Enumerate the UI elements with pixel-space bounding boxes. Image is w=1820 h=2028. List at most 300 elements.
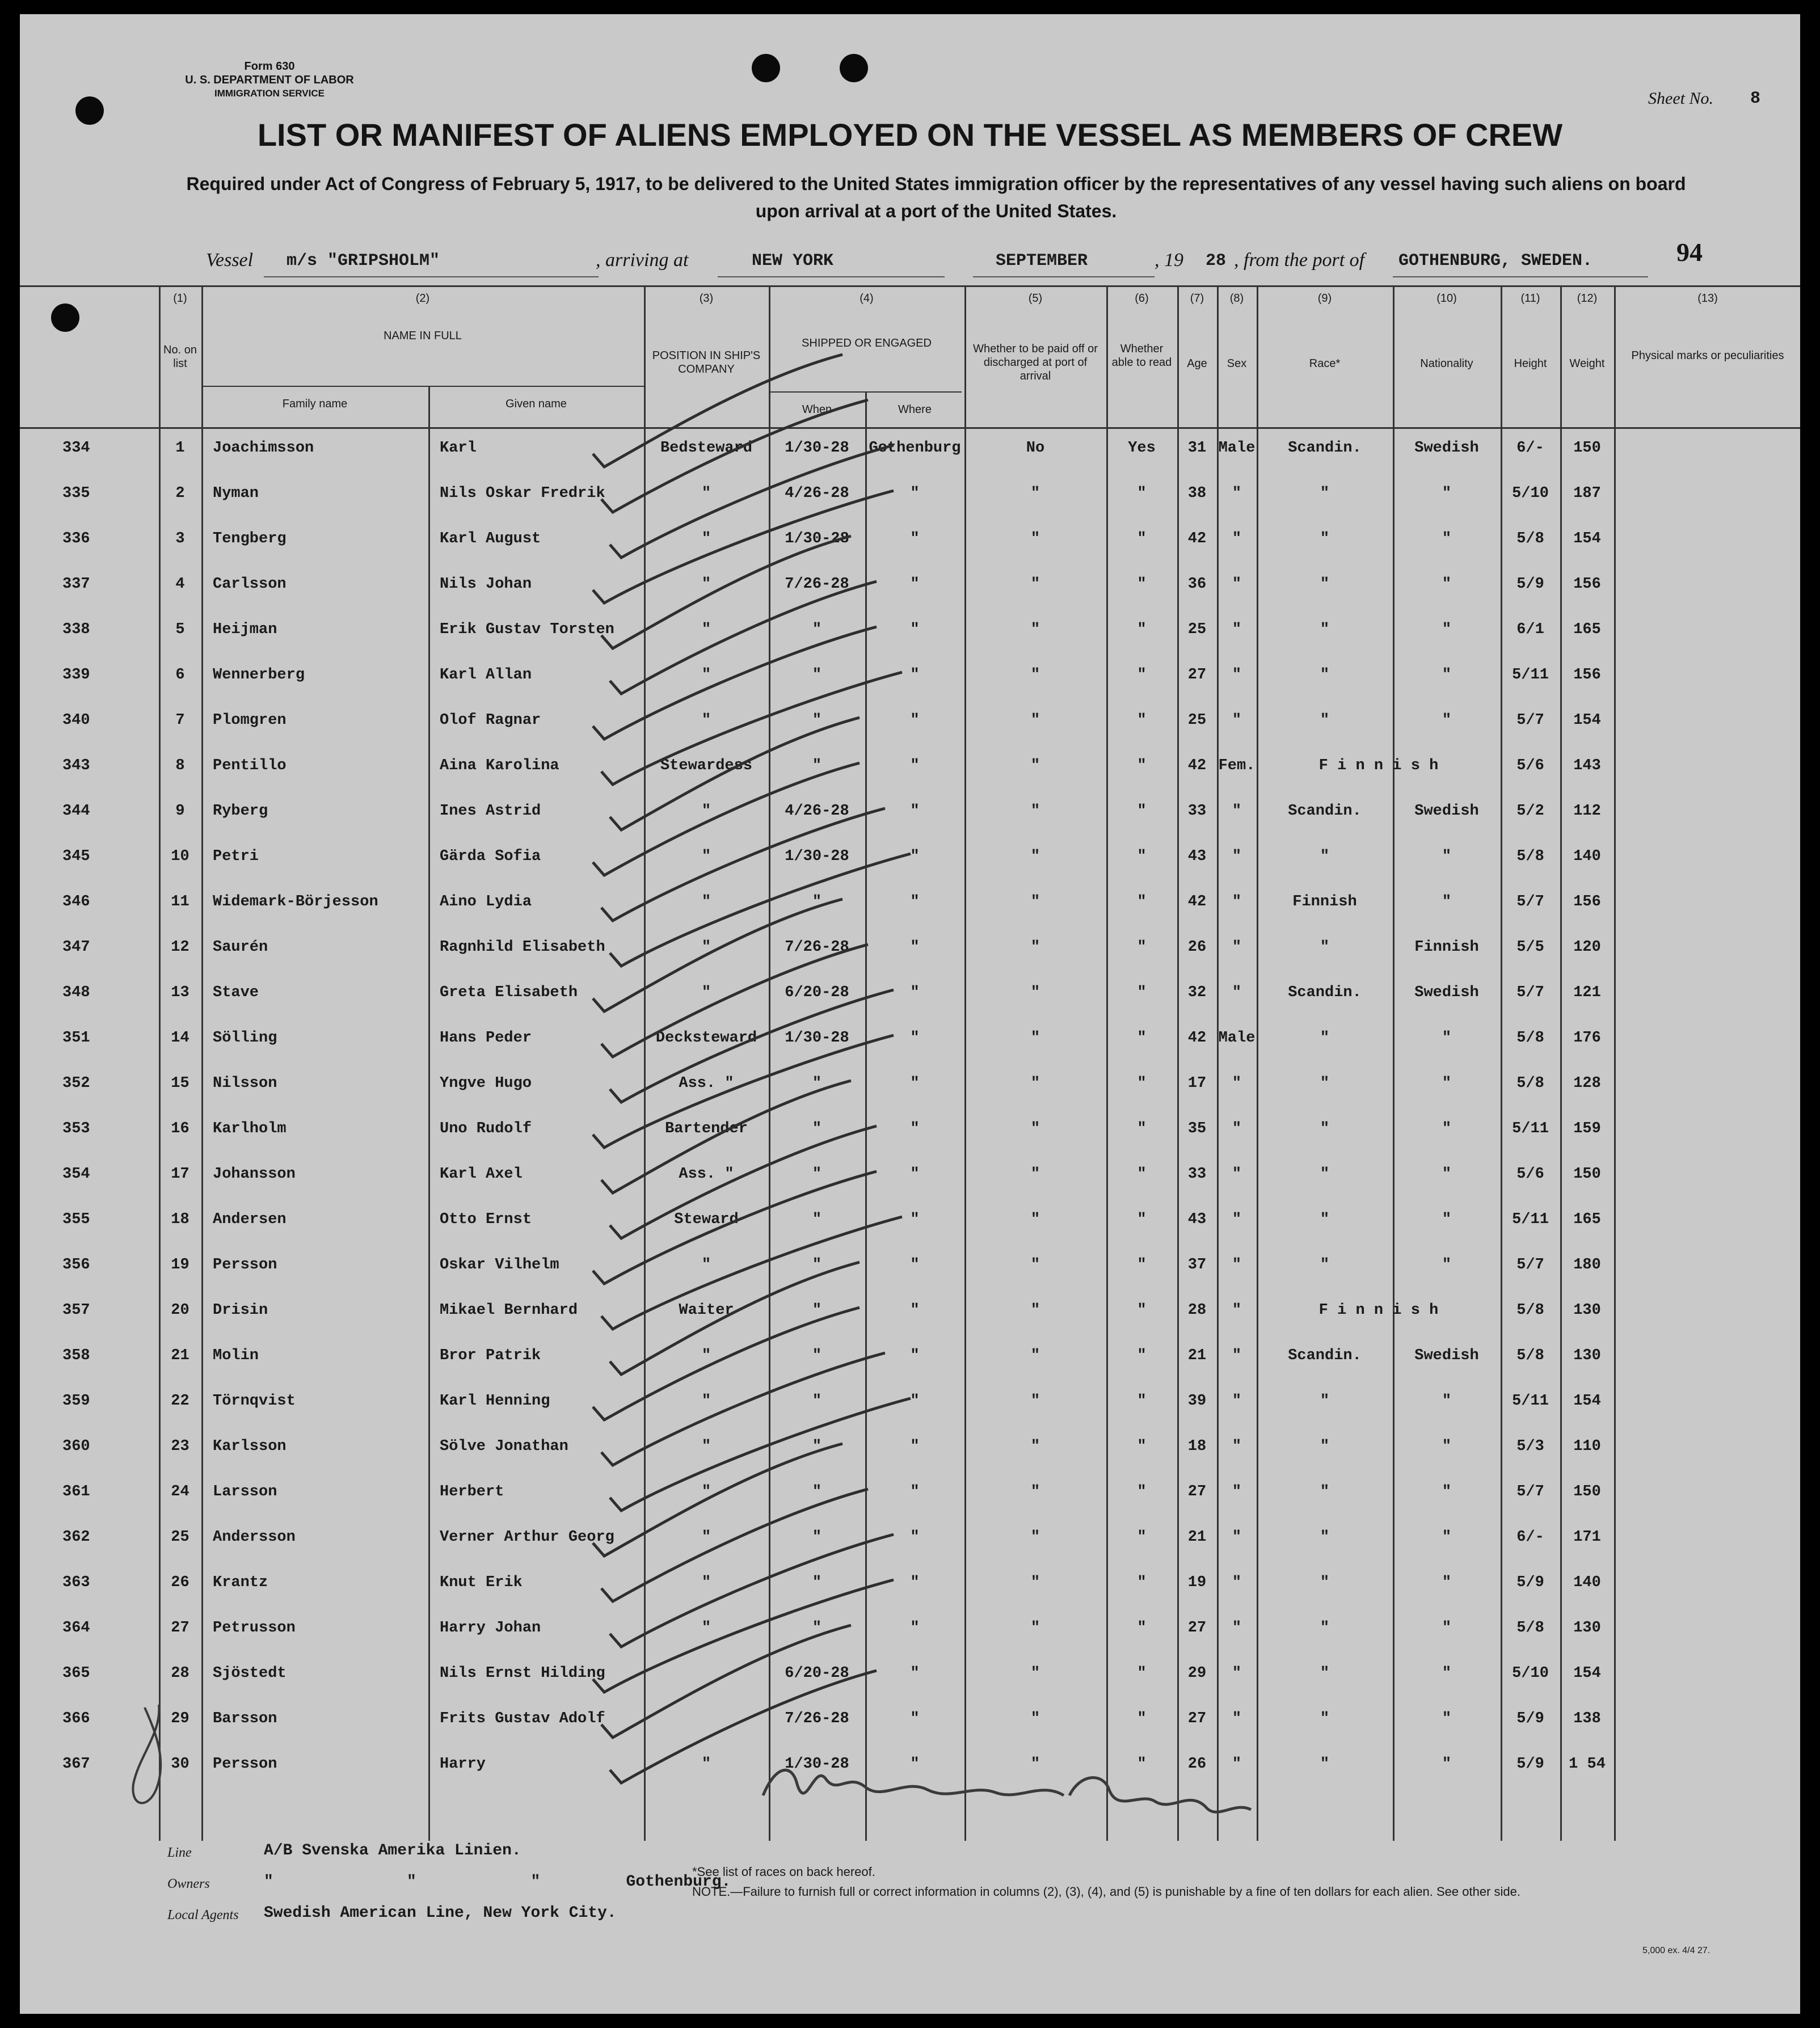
family-name: Heijman <box>213 621 277 638</box>
shipped-when: " <box>812 1483 822 1500</box>
col-13-number: (13) <box>1697 292 1718 305</box>
able-to-read: " <box>1137 1438 1147 1455</box>
position: Decksteward <box>655 1030 757 1047</box>
list-stamp-number: 362 <box>62 1529 90 1546</box>
paid-off: " <box>1030 1393 1040 1410</box>
sex: " <box>1232 667 1242 684</box>
position: " <box>701 1257 711 1274</box>
height: 5/9 <box>1516 1574 1544 1591</box>
able-to-read: " <box>1137 1030 1147 1047</box>
family-name: Persson <box>213 1756 277 1773</box>
shipped-where: " <box>910 1302 920 1319</box>
height: 5/6 <box>1516 1166 1544 1183</box>
family-name: Persson <box>213 1257 277 1274</box>
nationality: " <box>1442 1211 1452 1228</box>
age: 42 <box>1187 757 1207 774</box>
age: 21 <box>1187 1347 1207 1364</box>
col-divider <box>644 285 646 1841</box>
height: 5/10 <box>1512 1665 1549 1682</box>
col-divider <box>1106 285 1108 1841</box>
height: 5/7 <box>1516 893 1544 910</box>
weight: 130 <box>1573 1347 1601 1364</box>
age: 39 <box>1187 1393 1207 1410</box>
sex: " <box>1232 1347 1242 1364</box>
list-stamp-number: 334 <box>62 440 90 457</box>
race: " <box>1320 621 1330 638</box>
race: " <box>1320 1030 1330 1047</box>
shipped-when: 6/20-28 <box>785 1665 849 1682</box>
paid-off: " <box>1030 939 1040 956</box>
position: " <box>701 621 711 638</box>
weight: 176 <box>1573 1030 1601 1047</box>
weight: 143 <box>1573 757 1601 774</box>
shipped-when: 1/30-28 <box>785 530 849 547</box>
list-stamp-number: 365 <box>62 1665 90 1682</box>
given-name: Harry <box>440 1756 486 1773</box>
family-name-header: Family name <box>282 398 348 410</box>
nationality: " <box>1442 1756 1452 1773</box>
nationality: " <box>1442 893 1452 910</box>
col-11-header: Height <box>1514 357 1547 370</box>
race: " <box>1320 1665 1330 1682</box>
family-name: Nilsson <box>213 1075 277 1092</box>
height: 6/- <box>1516 440 1544 457</box>
shipped-where: " <box>910 1710 920 1727</box>
shipped-where: " <box>910 576 920 593</box>
col-divider <box>201 285 203 1841</box>
race: " <box>1320 576 1330 593</box>
age: 28 <box>1187 1302 1207 1319</box>
family-name: Widemark-Börjesson <box>213 893 378 910</box>
shipped-where: " <box>910 1438 920 1455</box>
able-to-read: Yes <box>1128 440 1156 457</box>
list-stamp-number: 345 <box>62 848 90 865</box>
col-10-header: Nationality <box>1420 357 1473 370</box>
paid-off: " <box>1030 1574 1040 1591</box>
col-divider <box>1217 285 1219 1841</box>
race: " <box>1320 1393 1330 1410</box>
able-to-read: " <box>1137 848 1147 865</box>
paid-off: " <box>1030 621 1040 638</box>
list-stamp-number: 335 <box>62 485 90 502</box>
row-number: 2 <box>175 485 185 502</box>
paid-off: " <box>1030 984 1040 1001</box>
given-name: Uno Rudolf <box>440 1120 532 1137</box>
sex: " <box>1232 1302 1242 1319</box>
shipped-when: 1/30-28 <box>785 1756 849 1773</box>
paid-off: " <box>1030 1120 1040 1137</box>
weight: 140 <box>1573 1574 1601 1591</box>
height: 5/2 <box>1516 803 1544 820</box>
weight: 180 <box>1573 1257 1601 1274</box>
age: 27 <box>1187 1710 1207 1727</box>
height: 5/7 <box>1516 984 1544 1001</box>
race: " <box>1320 712 1330 729</box>
row-number: 12 <box>171 939 189 956</box>
col-2-number: (2) <box>415 292 430 305</box>
age: 21 <box>1187 1529 1207 1546</box>
sex: " <box>1232 1756 1242 1773</box>
arrival-port-value: NEW YORK <box>752 251 834 271</box>
able-to-read: " <box>1137 1710 1147 1727</box>
sex: " <box>1232 1574 1242 1591</box>
position: Bartender <box>665 1120 748 1137</box>
sex: " <box>1232 1393 1242 1410</box>
list-stamp-number: 360 <box>62 1438 90 1455</box>
from-port-underline <box>1393 276 1648 277</box>
given-name: Erik Gustav Torsten <box>440 621 614 638</box>
height: 5/8 <box>1516 1302 1544 1319</box>
race: " <box>1320 1166 1330 1183</box>
shipped-when: " <box>812 712 822 729</box>
age: 27 <box>1187 1620 1207 1637</box>
shipped-where: " <box>910 1393 920 1410</box>
position: Ass. " <box>679 1075 734 1092</box>
shipped-when: " <box>812 1620 822 1637</box>
row-number: 4 <box>175 576 185 593</box>
sex: " <box>1232 1620 1242 1637</box>
when-header: When <box>802 403 832 416</box>
col-divider <box>769 285 770 1841</box>
paid-off: " <box>1030 667 1040 684</box>
shipped-where: " <box>910 984 920 1001</box>
shipped-where: " <box>910 1075 920 1092</box>
row-number: 18 <box>171 1211 189 1228</box>
paid-off: " <box>1030 1075 1040 1092</box>
list-stamp-number: 367 <box>62 1756 90 1773</box>
family-name: Petri <box>213 848 259 865</box>
nationality: " <box>1442 712 1452 729</box>
position: " <box>701 1483 711 1500</box>
shipped-where: " <box>910 1347 920 1364</box>
list-stamp-number: 343 <box>62 757 90 774</box>
race: " <box>1320 1574 1330 1591</box>
col-7-header: Age <box>1187 357 1207 370</box>
row-number: 3 <box>175 530 185 547</box>
sex: " <box>1232 984 1242 1001</box>
weight: 154 <box>1573 530 1601 547</box>
list-stamp-number: 337 <box>62 576 90 593</box>
age: 33 <box>1187 803 1207 820</box>
shipped-where: " <box>910 1211 920 1228</box>
family-name: Krantz <box>213 1574 268 1591</box>
list-stamp-number: 358 <box>62 1347 90 1364</box>
row-number: 26 <box>171 1574 189 1591</box>
height: 5/10 <box>1512 485 1549 502</box>
nationality: " <box>1442 1529 1452 1546</box>
row-number: 14 <box>171 1030 189 1047</box>
sex: " <box>1232 1075 1242 1092</box>
row-number: 30 <box>171 1756 189 1773</box>
paid-off: " <box>1030 1710 1040 1727</box>
col-11-number: (11) <box>1520 292 1540 305</box>
height: 5/8 <box>1516 1075 1544 1092</box>
sex: " <box>1232 1665 1242 1682</box>
row-number: 10 <box>171 848 189 865</box>
age: 42 <box>1187 1030 1207 1047</box>
nationality: " <box>1442 621 1452 638</box>
shipped-where: Gothenburg <box>869 440 961 457</box>
age: 19 <box>1187 1574 1207 1591</box>
age: 25 <box>1187 621 1207 638</box>
height: 5/7 <box>1516 1257 1544 1274</box>
sex: Male <box>1218 440 1256 457</box>
nationality: Swedish <box>1414 1347 1479 1364</box>
row-number: 7 <box>175 712 185 729</box>
row-number: 23 <box>171 1438 189 1455</box>
family-name: Andersson <box>213 1529 296 1546</box>
position: " <box>701 939 711 956</box>
nationality: Swedish <box>1414 803 1479 820</box>
weight: 154 <box>1573 1393 1601 1410</box>
row-number: 20 <box>171 1302 189 1319</box>
given-name: Otto Ernst <box>440 1211 532 1228</box>
race: " <box>1320 1211 1330 1228</box>
col-5-number: (5) <box>1028 292 1043 305</box>
family-name: Andersen <box>213 1211 287 1228</box>
sex: " <box>1232 485 1242 502</box>
arrival-date-value: SEPTEMBER <box>996 251 1088 271</box>
owners-label: Owners <box>167 1877 210 1891</box>
sex: " <box>1232 1438 1242 1455</box>
nationality: " <box>1442 1710 1452 1727</box>
name-subheader-rule <box>201 386 644 387</box>
age: 25 <box>1187 712 1207 729</box>
family-name: Barsson <box>213 1710 277 1727</box>
list-stamp-number: 357 <box>62 1302 90 1319</box>
punch-hole <box>51 303 79 332</box>
age: 35 <box>1187 1120 1207 1137</box>
sex: " <box>1232 803 1242 820</box>
position: " <box>701 576 711 593</box>
sex: Male <box>1218 1030 1256 1047</box>
col-9-header: Race* <box>1309 357 1341 370</box>
position: Bedsteward <box>660 440 753 457</box>
family-name: Karlsson <box>213 1438 287 1455</box>
able-to-read: " <box>1137 530 1147 547</box>
given-name: Verner Arthur Georg <box>440 1529 614 1546</box>
shipped-where: " <box>910 530 920 547</box>
position: " <box>701 848 711 865</box>
position: " <box>701 530 711 547</box>
able-to-read: " <box>1137 757 1147 774</box>
shipped-when: 7/26-28 <box>785 939 849 956</box>
height: 6/- <box>1516 1529 1544 1546</box>
page-number: 94 <box>1676 238 1703 267</box>
weight: 128 <box>1573 1075 1601 1092</box>
nationality: " <box>1442 530 1452 547</box>
col-divider <box>159 285 161 1841</box>
family-name: Petrusson <box>213 1620 296 1637</box>
form-header <box>167 60 372 100</box>
able-to-read: " <box>1137 893 1147 910</box>
nationality: " <box>1442 848 1452 865</box>
shipped-when: " <box>812 1075 822 1092</box>
family-name: Nyman <box>213 485 259 502</box>
col-12-header: Weight <box>1569 357 1605 370</box>
shipped-when: 1/30-28 <box>785 1030 849 1047</box>
race: F i n n i s h <box>1318 757 1439 774</box>
race: " <box>1320 1483 1330 1500</box>
height: 5/9 <box>1516 1756 1544 1773</box>
able-to-read: " <box>1137 1393 1147 1410</box>
age: 29 <box>1187 1665 1207 1682</box>
shipped-where: " <box>910 1120 920 1137</box>
print-run: 5,000 ex. 4/4 27. <box>1642 1946 1711 1955</box>
family-name: Carlsson <box>213 576 287 593</box>
given-name: Aina Karolina <box>440 757 559 774</box>
col-13-header: Physical marks or peculiarities <box>1631 349 1784 362</box>
given-name: Oskar Vilhelm <box>440 1257 559 1274</box>
weight: 156 <box>1573 576 1601 593</box>
race: " <box>1320 1438 1330 1455</box>
race: " <box>1320 1075 1330 1092</box>
position: " <box>701 893 711 910</box>
sex: " <box>1232 1211 1242 1228</box>
weight: 1 54 <box>1569 1756 1606 1773</box>
col-12-number: (12) <box>1577 292 1598 305</box>
able-to-read: " <box>1137 1620 1147 1637</box>
sheet-number-label: Sheet No. <box>1648 89 1713 108</box>
position: " <box>701 1756 711 1773</box>
able-to-read: " <box>1137 667 1147 684</box>
races-footnote: *See list of races on back hereof. <box>692 1865 875 1879</box>
given-name: Bror Patrik <box>440 1347 541 1364</box>
shipped-when: 4/26-28 <box>785 485 849 502</box>
age: 26 <box>1187 1756 1207 1773</box>
position: " <box>701 1347 711 1364</box>
sex: " <box>1232 712 1242 729</box>
family-name: Karlholm <box>213 1120 287 1137</box>
col-3-number: (3) <box>699 292 714 305</box>
row-number: 6 <box>175 667 185 684</box>
paid-off: " <box>1030 712 1040 729</box>
age: 36 <box>1187 576 1207 593</box>
col-divider <box>964 285 966 1841</box>
year-prefix: , 19 <box>1155 250 1183 271</box>
list-stamp-number: 363 <box>62 1574 90 1591</box>
paid-off: " <box>1030 485 1040 502</box>
shipped-when: " <box>812 757 822 774</box>
nationality: " <box>1442 1665 1452 1682</box>
shipped-when: " <box>812 1120 822 1137</box>
paid-off: " <box>1030 1620 1040 1637</box>
age: 27 <box>1187 667 1207 684</box>
sex: Fem. <box>1218 757 1256 774</box>
col-divider <box>1614 285 1616 1841</box>
given-name: Karl Henning <box>440 1393 550 1410</box>
shipped-when: " <box>812 1347 822 1364</box>
age: 17 <box>1187 1075 1207 1092</box>
able-to-read: " <box>1137 1665 1147 1682</box>
list-stamp-number: 347 <box>62 939 90 956</box>
row-number: 13 <box>171 984 189 1001</box>
given-name: Karl Allan <box>440 667 532 684</box>
able-to-read: " <box>1137 1075 1147 1092</box>
paid-off: " <box>1030 530 1040 547</box>
list-stamp-number: 352 <box>62 1075 90 1092</box>
family-name: Wennerberg <box>213 667 305 684</box>
sex: " <box>1232 848 1242 865</box>
col-8-header: Sex <box>1227 357 1247 370</box>
paid-off: " <box>1030 1483 1040 1500</box>
shipped-where: " <box>910 485 920 502</box>
given-name: Mikael Bernhard <box>440 1302 578 1319</box>
race: " <box>1320 939 1330 956</box>
position: " <box>701 1529 711 1546</box>
table-header-rule <box>20 427 1800 429</box>
row-number: 24 <box>171 1483 189 1500</box>
weight: 159 <box>1573 1120 1601 1137</box>
race: " <box>1320 485 1330 502</box>
shipped-when: 7/26-28 <box>785 576 849 593</box>
row-number: 22 <box>171 1393 189 1410</box>
col-2-header: NAME IN FULL <box>384 330 462 342</box>
row-number: 5 <box>175 621 185 638</box>
family-name: Tengberg <box>213 530 287 547</box>
nationality: Swedish <box>1414 440 1479 457</box>
sex: " <box>1232 1257 1242 1274</box>
row-number: 16 <box>171 1120 189 1137</box>
row-number: 19 <box>171 1257 189 1274</box>
list-stamp-number: 338 <box>62 621 90 638</box>
race: Scandin. <box>1288 440 1362 457</box>
position: " <box>701 667 711 684</box>
race: " <box>1320 1257 1330 1274</box>
nationality: " <box>1442 1393 1452 1410</box>
paid-off: No <box>1026 440 1045 457</box>
race: " <box>1320 530 1330 547</box>
given-name: Ines Astrid <box>440 803 541 820</box>
able-to-read: " <box>1137 712 1147 729</box>
able-to-read: " <box>1137 803 1147 820</box>
col-1-header: No. on list <box>163 344 197 370</box>
shipped-when: " <box>812 667 822 684</box>
shipped-when: 7/26-28 <box>785 1710 849 1727</box>
nationality: " <box>1442 576 1452 593</box>
list-stamp-number: 340 <box>62 712 90 729</box>
shipped-where: " <box>910 1166 920 1183</box>
age: 31 <box>1187 440 1207 457</box>
shipped-where: " <box>910 1257 920 1274</box>
position: " <box>701 712 711 729</box>
given-name: Nils Ernst Hilding <box>440 1665 605 1682</box>
list-stamp-number: 356 <box>62 1257 90 1274</box>
shipped-when: " <box>812 1574 822 1591</box>
weight: 138 <box>1573 1710 1601 1727</box>
row-number: 17 <box>171 1166 189 1183</box>
weight: 150 <box>1573 1483 1601 1500</box>
weight: 121 <box>1573 984 1601 1001</box>
sex: " <box>1232 621 1242 638</box>
able-to-read: " <box>1137 1483 1147 1500</box>
able-to-read: " <box>1137 1529 1147 1546</box>
sex: " <box>1232 1120 1242 1137</box>
able-to-read: " <box>1137 1302 1147 1319</box>
page-title: LIST OR MANIFEST OF ALIENS EMPLOYED ON THE VESSEL AS MEMBERS OF CREW <box>257 117 1563 153</box>
local-agents-value: Swedish American Line, New York City. <box>264 1904 617 1922</box>
list-stamp-number: 351 <box>62 1030 90 1047</box>
height: 5/8 <box>1516 848 1544 865</box>
paid-off: " <box>1030 893 1040 910</box>
list-stamp-number: 355 <box>62 1211 90 1228</box>
shipped-where: " <box>910 1756 920 1773</box>
shipped-where: " <box>910 893 920 910</box>
race: F i n n i s h <box>1318 1302 1439 1319</box>
race: " <box>1320 667 1330 684</box>
position: Steward <box>674 1211 739 1228</box>
sex: " <box>1232 893 1242 910</box>
